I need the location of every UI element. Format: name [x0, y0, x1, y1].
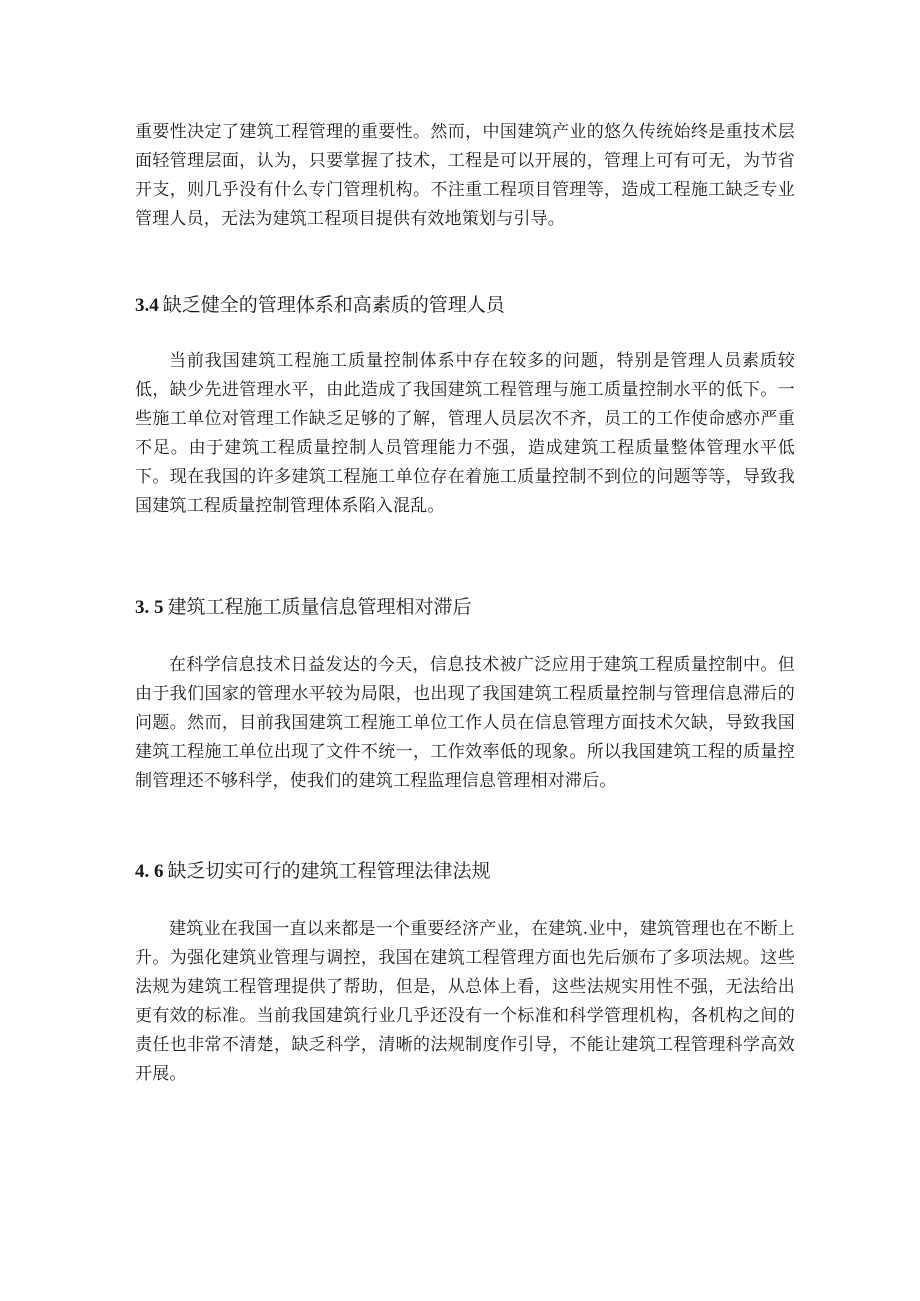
section-number: 3.4 — [135, 295, 159, 316]
section-title: 建筑工程施工质量信息管理相对滞后 — [167, 596, 472, 618]
section-heading — [135, 292, 795, 319]
section-heading — [135, 594, 795, 621]
section-heading — [135, 858, 795, 885]
section-number: 3. 5 — [135, 597, 164, 618]
section-title: 缺乏健全的管理体系和高素质的管理人员 — [162, 294, 505, 316]
section-body: 建筑业在我国一直以来都是一个重要经济产业，在建筑.业中，建筑管理也在不断上升。为强化建筑业管理与调控，我国在建筑工程管理方面也先后颁布了多项法规。这些法规为建筑工程管理提供了帮助，但是，从总体上看，这些法规实用性不强，无法给出更有效的标准。当前我国建筑行业几乎还没有一个标准和科学管理机构，各机构之间的责任也非常不清楚，缺乏科学，清晰的法规制度作引导，不能让建筑工程管理科学高效开展。 — [135, 919, 795, 1084]
section-number: 4. 6 — [135, 861, 164, 882]
section-body: 当前我国建筑工程施工质量控制体系中存在较多的问题，特别是管理人员素质较低，缺少先进管理水平，由此造成了我国建筑工程管理与施工质量控制水平的低下。一些施工单位对管理工作缺乏足够的了解，管理人员层次不齐，员工的工作使命感亦严重不足。由于建筑工程质量控制人员管理能力不强，造成建筑工程质量整体管理水平低下。现在我国的许多建筑工程施工单位存在着施工质量控制不到位的问题等等，导致我国建筑工程质量控制管理体系陷入混乱。 — [135, 351, 795, 516]
section-title: 缺乏切实可行的建筑工程管理法律法规 — [167, 860, 491, 882]
section-body: 在科学信息技术日益发达的今天，信息技术被广泛应用于建筑工程质量控制中。但由于我们国家的管理水平较为局限，也出现了我国建筑工程质量控制与管理信息滞后的问题。然而，目前我国建筑工程施工单位工作人员在信息管理方面技术欠缺，导致我国建筑工程施工单位出现了文件不统一，工作效率低的现象。所以我国建筑工程的质量控制管理还不够科学，使我们的建筑工程监理信息管理相对滞后。 — [135, 655, 795, 791]
intro-paragraph: 重要性决定了建筑工程管理的重要性。然而，中国建筑产业的悠久传统始终是重技术层面轻管理层面，认为，只要掌握了技术，工程是可以开展的，管理上可有可无，为节省开支，则几乎没有什么专门管理机构。不注重工程项目管理等，造成工程施工缺乏专业管理人员，无法为建筑工程项目提供有效地策划与引导。 — [135, 122, 795, 229]
